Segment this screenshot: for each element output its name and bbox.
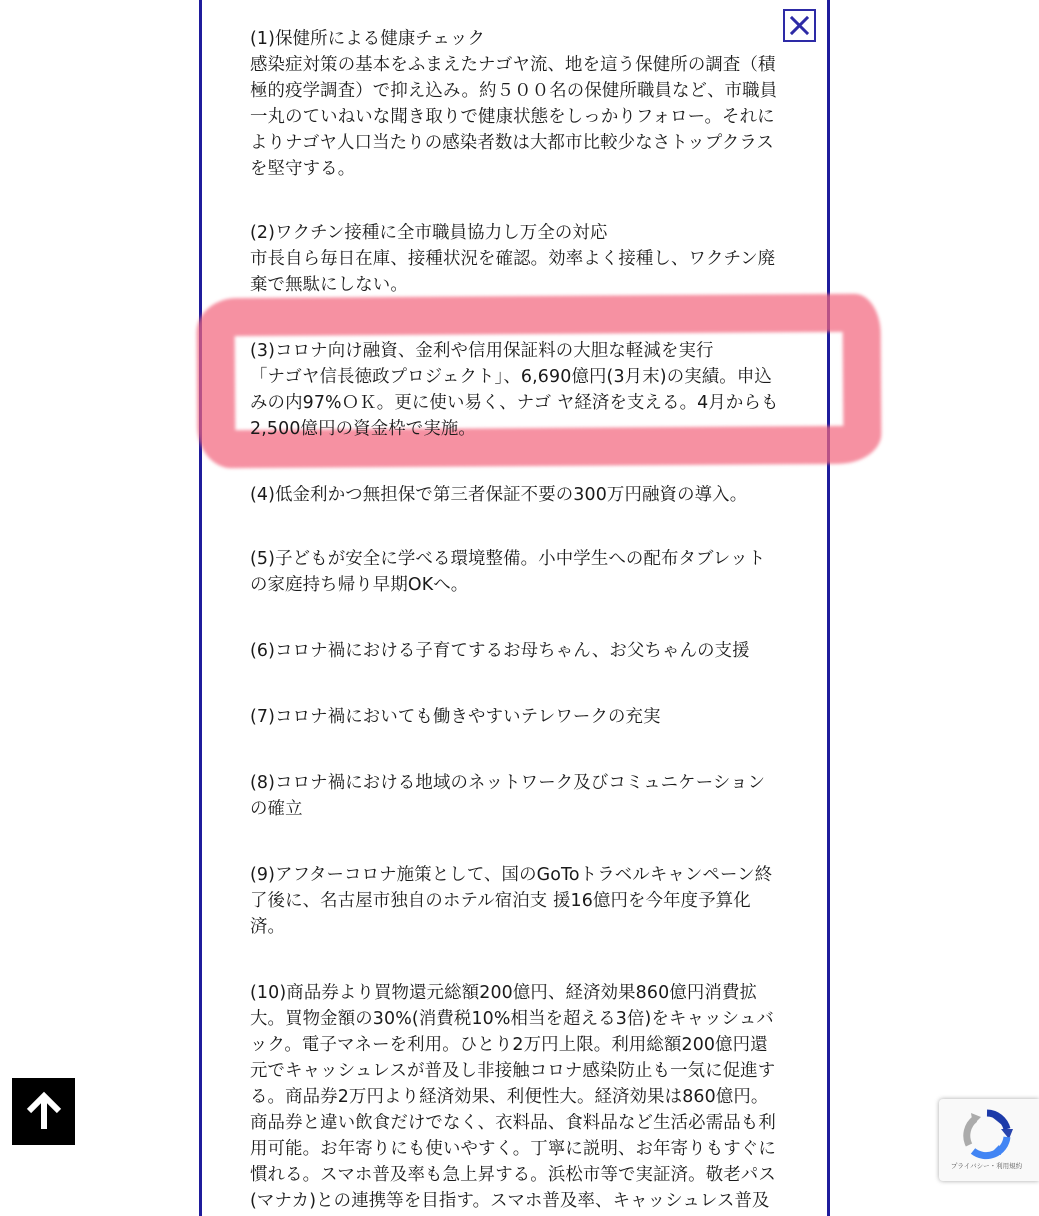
recaptcha-badge[interactable] xyxy=(939,1099,1039,1181)
list-item xyxy=(250,482,780,508)
item-body: 市長自ら毎日在庫、接種状況を確認。効率よく接種し、ワクチン廃棄で無駄にしない。 xyxy=(250,249,776,295)
recaptcha-links[interactable]: プライバシー・利用規約 xyxy=(950,1162,1023,1170)
list-item xyxy=(250,862,780,940)
close-button[interactable] xyxy=(783,9,816,42)
list-item xyxy=(250,704,780,730)
recaptcha-logo-icon xyxy=(961,1109,1013,1159)
list-item xyxy=(250,220,780,298)
item-title: (7)コロナ禍においても働きやすいテレワークの充実 xyxy=(250,707,661,727)
item-body: 「ナゴヤ信長徳政プロジェクト」、6,690億円(3月末)の実績。申込みの内97%ＯＫ。更に使い易く、ナゴ ヤ経済を支える。4月からも2,500億円の資金枠で実施。 xyxy=(250,367,779,439)
item-title: (4)低金利かつ無担保で第三者保証不要の300万円融資の導入。 xyxy=(250,485,748,505)
item-body: 感染症対策の基本をふまえたナゴヤ流、地を這う保健所の調査（積極的疫学調査）で抑え込み。約５００名の保健所職員など、市職員一丸のていねいな聞き取りで健康状態をしっかりフォロー。それによりナゴヤ人口当たりの感染者数は大都市比較少なさトップクラスを堅守する。 xyxy=(250,55,778,179)
list-item xyxy=(250,26,780,182)
item-title: (5)子どもが安全に学べる環境整備。小中学生への配布タブレットの家庭持ち帰り早期OKへ。 xyxy=(250,549,766,595)
list-item xyxy=(250,980,780,1214)
item-title: (6)コロナ禍における子育てするお母ちゃん、お父ちゃんの支援 xyxy=(250,641,750,661)
item-title: (10)商品券より買物還元総額200億円、経済効果860億円消費拡大。買物金額の30%(消費税10%相当を超える3倍)をキャッシュバック。電子マネーを利用。ひとり2万円上限。利用総額200億円還元でキャッシュレスが普及し非接触コロナ感染防止も一気に促進する。商品券2万円より経済効果、利便性大。経済効果は860億円。商品券と違い飲食だけでなく、衣料品、食料品など生活必需品も利用可能。お年寄りにも使いやすく。丁寧に説明、お年寄りもすぐに慣れる。スマホ普及率も急上昇する。浜松市等で実証済。敬老パス(マナカ)との連携等を目指す。スマホ普及率、キャッシュレス普及 xyxy=(250,983,776,1211)
back-to-top-button[interactable] xyxy=(12,1078,75,1145)
item-title: (9)アフターコロナ施策として、国のGoToトラベルキャンペーン終了後に、名古屋市独自のホテル宿泊支 援16億円を今年度予算化済。 xyxy=(250,865,773,937)
close-icon xyxy=(790,16,809,35)
item-title: (3)コロナ向け融資、金利や信用保証料の大胆な軽減を実行 xyxy=(250,341,714,361)
list-item xyxy=(250,546,780,598)
item-title: (8)コロナ禍における地域のネットワーク及びコミュニケーションの確立 xyxy=(250,773,766,819)
list-item xyxy=(250,770,780,822)
list-item xyxy=(250,338,780,442)
item-title: (2)ワクチン接種に全市職員協力し万全の対応 xyxy=(250,223,608,243)
list-item xyxy=(250,638,780,664)
item-title: (1)保健所による健康チェック xyxy=(250,29,486,49)
arrow-up-icon xyxy=(25,1092,63,1132)
